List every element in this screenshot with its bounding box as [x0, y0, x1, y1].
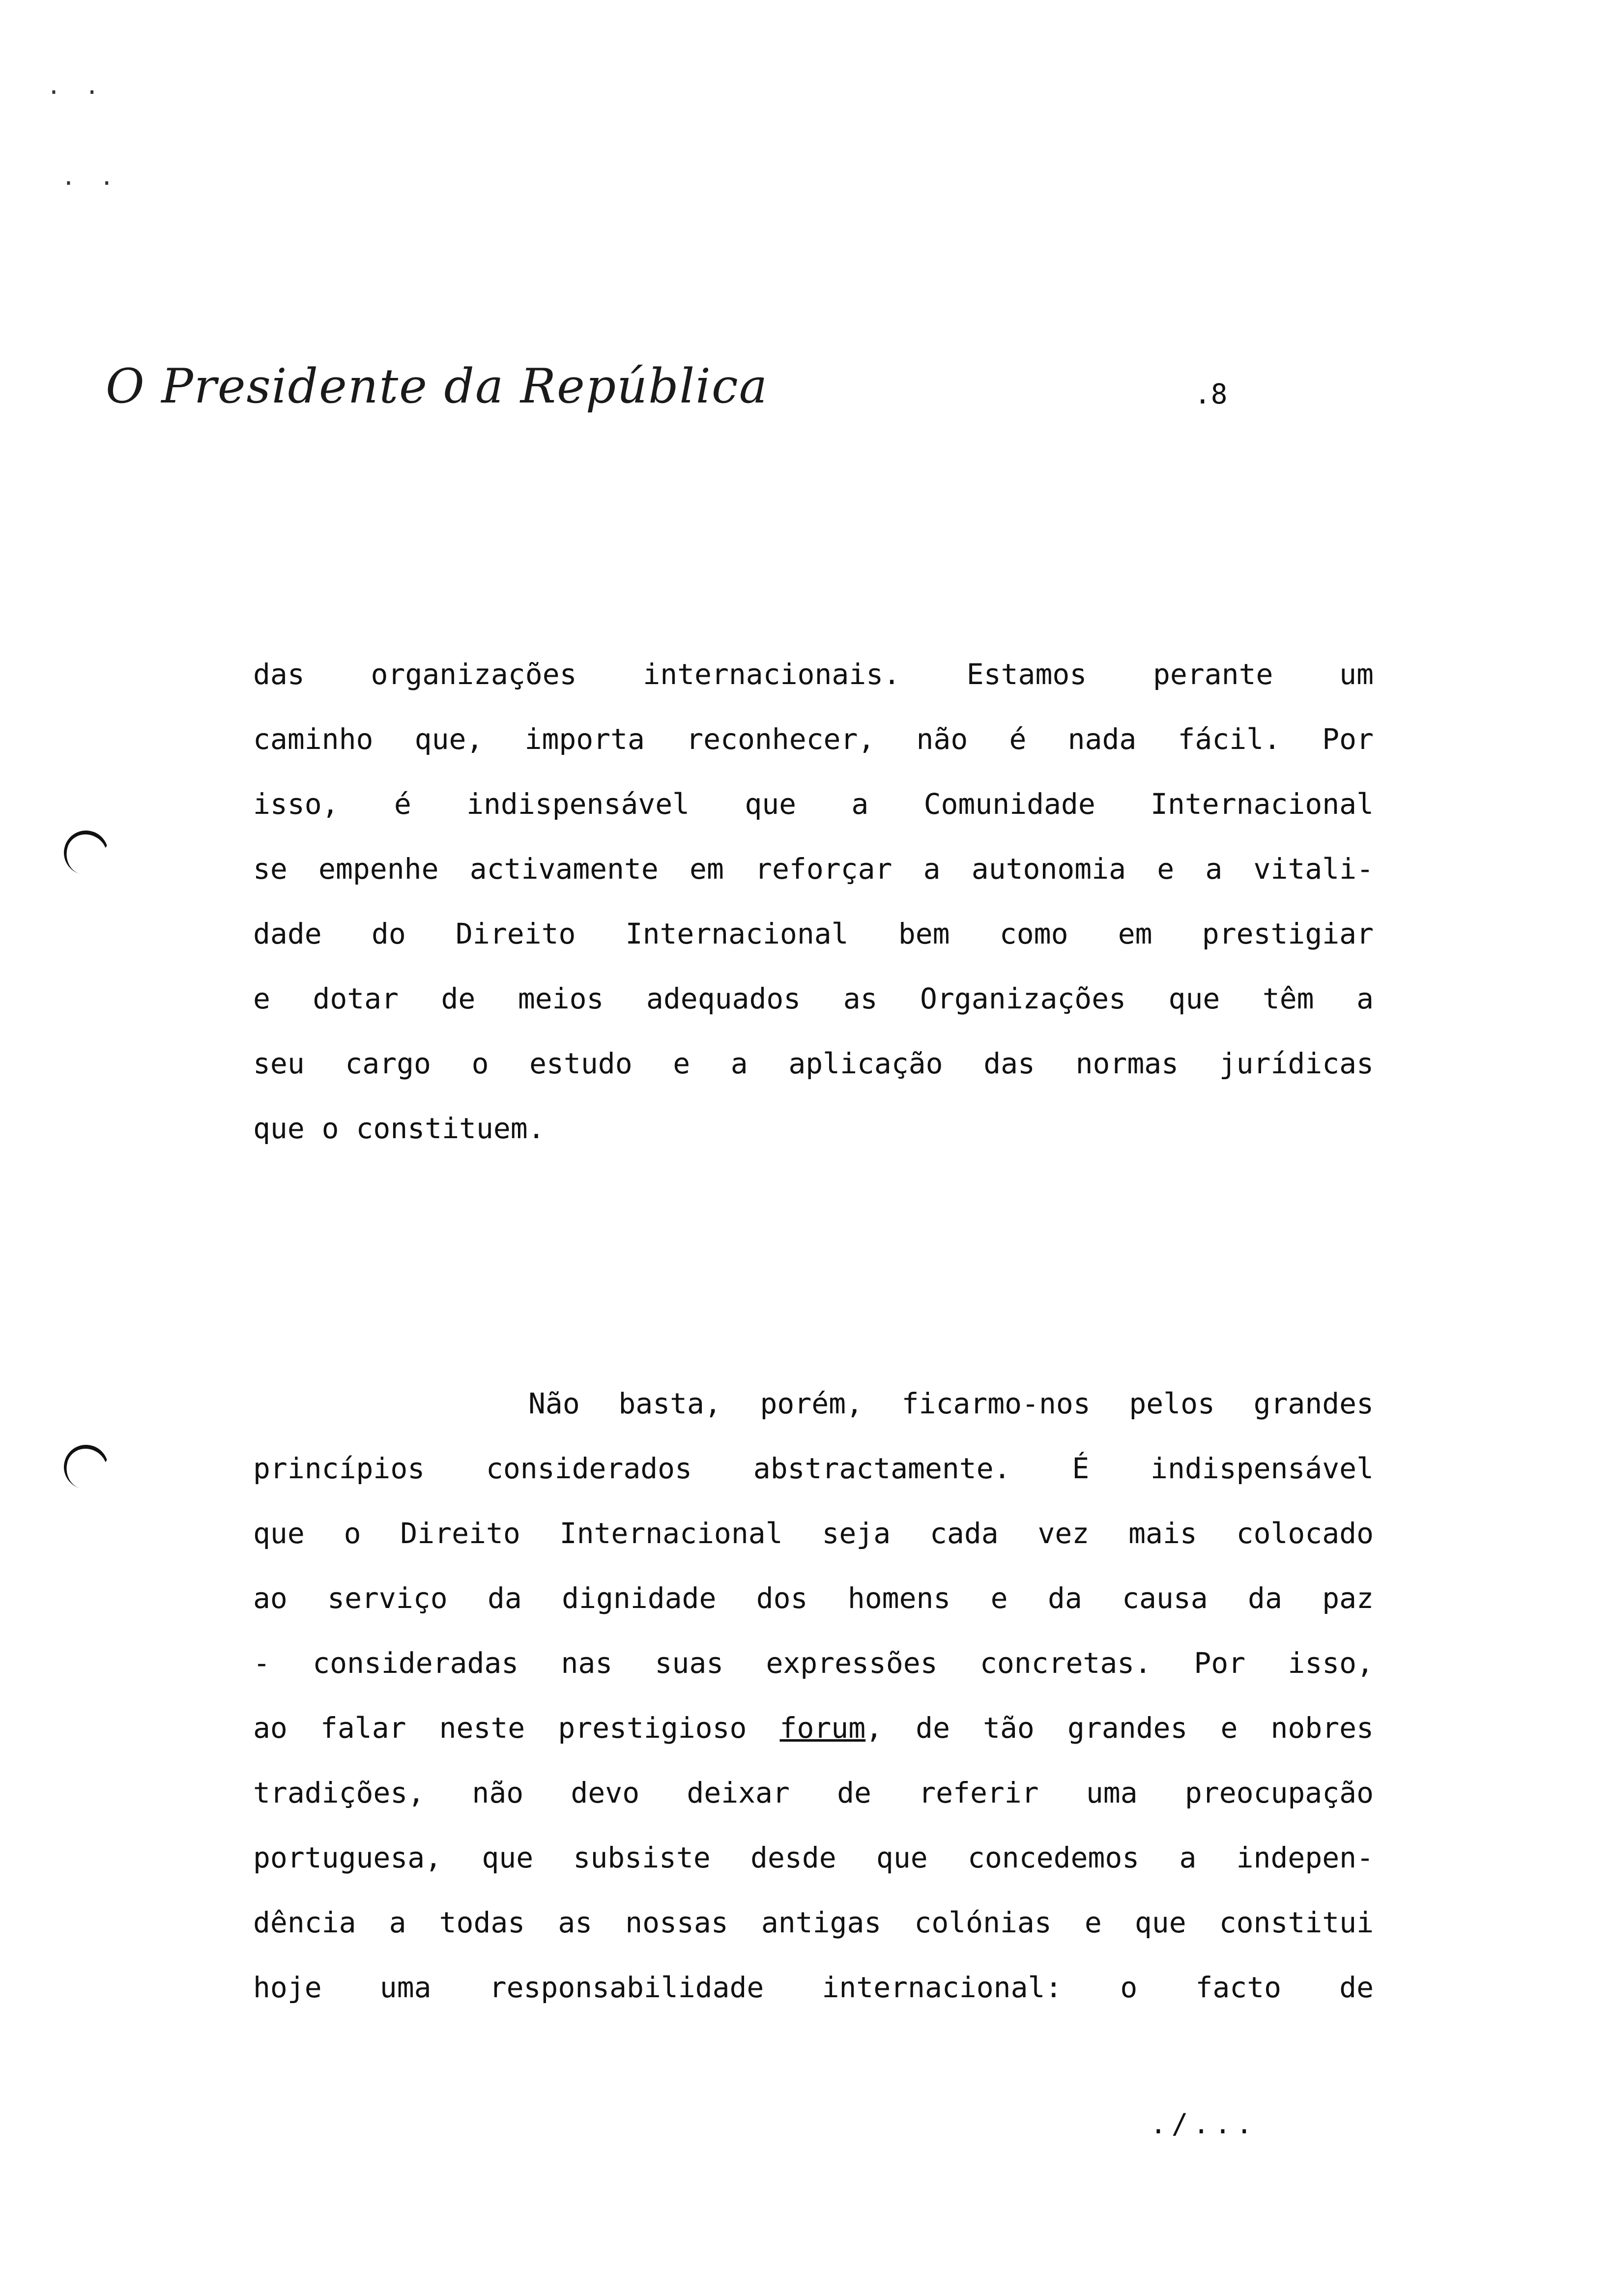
paragraph-2	[253, 1371, 1374, 2020]
text-line: tradições, não devo deixar de referir uma preocupação	[253, 1776, 1374, 1809]
paragraph-1	[253, 642, 1374, 1161]
text-line: isso, é indispensável que a Comunidade Internacional	[253, 787, 1374, 821]
scan-mark-dots: · ·	[47, 79, 104, 106]
text-line	[253, 1695, 1374, 1760]
text-line: que o Direito Internacional seja cada vez mais colocado	[253, 1517, 1374, 1550]
text-segment: , de tão grandes e nobres	[865, 1711, 1374, 1745]
text-line: dência a todas as nossas antigas colónias e que constitui	[253, 1906, 1374, 1939]
text-line: dade do Direito Internacional bem como em prestigiar	[253, 917, 1374, 950]
underlined-word: forum	[779, 1711, 866, 1745]
text-line: - consideradas nas suas expressões concretas. Por isso,	[253, 1646, 1374, 1680]
text-line: e dotar de meios adequados as Organizações que têm a	[253, 982, 1374, 1015]
text-line: seu cargo o estudo e a aplicação das normas jurídicas	[253, 1047, 1374, 1080]
text-line: se empenhe activamente em reforçar a autonomia e a vitali-	[253, 852, 1374, 886]
text-line: princípios considerados abstractamente. É indispensável	[253, 1452, 1374, 1485]
punch-hole-mark	[59, 1440, 113, 1494]
text-line: caminho que, importa reconhecer, não é nada fácil. Por	[253, 722, 1374, 756]
text-line: das organizações internacionais. Estamos perante um	[253, 658, 1374, 691]
text-line: ao serviço da dignidade dos homens e da causa da paz	[253, 1581, 1374, 1615]
page-number: .8	[1194, 378, 1228, 410]
text-segment: ao falar neste prestigioso	[253, 1711, 780, 1745]
continuation-mark: ./...	[1150, 2108, 1258, 2140]
scan-mark-dots: · ·	[61, 170, 119, 197]
punch-hole-mark	[59, 826, 113, 880]
text-line: que o constituem.	[253, 1112, 545, 1145]
letterhead-title: O Presidente da República	[106, 359, 768, 414]
text-line: Não basta, porém, ficarmo-nos pelos grandes	[528, 1387, 1374, 1420]
text-line: portuguesa, que subsiste desde que concedemos a indepen-	[253, 1841, 1374, 1874]
text-line: hoje uma responsabilidade internacional: o facto de	[253, 1971, 1374, 2004]
